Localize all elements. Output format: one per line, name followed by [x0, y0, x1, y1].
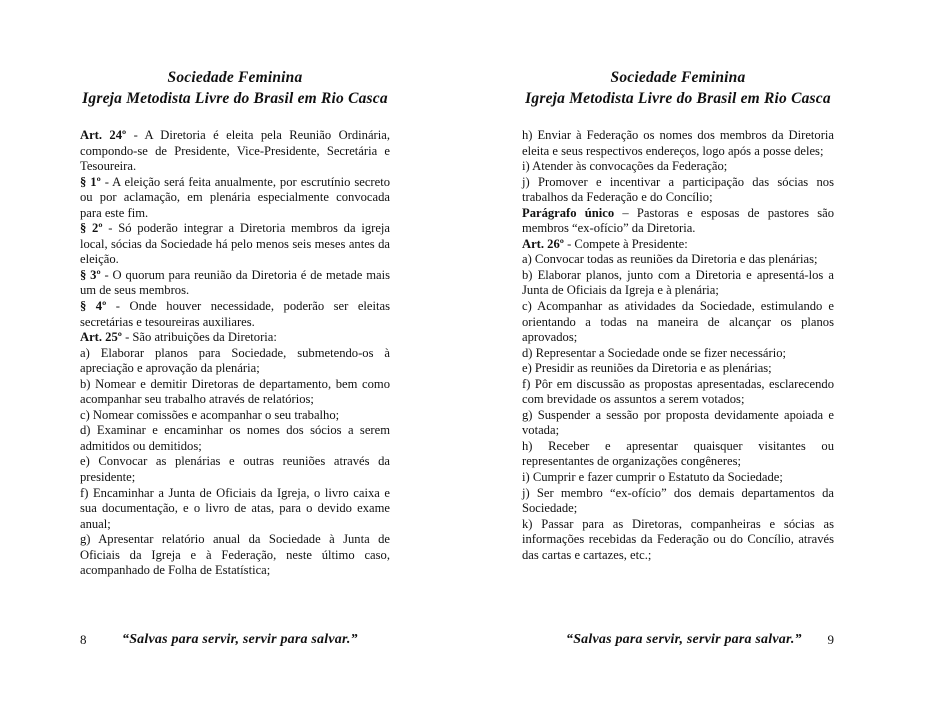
right-paragraph	[522, 299, 834, 346]
left-paragraph	[80, 299, 390, 330]
right-paragraph	[522, 346, 834, 362]
paragraph-text: f) Pôr em discussão as propostas apresentadas, esclarecendo com brevidade os assuntos a serem votados;	[522, 376, 834, 407]
paragraph-text: j) Ser membro “ex-ofício” dos demais departamentos da Sociedade;	[522, 485, 834, 516]
paragraph-text: f) Encaminhar a Junta de Oficiais da Igreja, o livro caixa e sua documentação, e o livro de atas, para o devido exame anual;	[80, 485, 390, 531]
left-paragraph	[80, 408, 390, 424]
paragraph-text: b) Nomear e demitir Diretoras de departamento, bem como acompanhar seu trabalho através de relatórios;	[80, 376, 390, 407]
right-paragraph	[522, 237, 834, 253]
paragraph-text: e) Presidir as reuniões da Diretoria e as plenárias;	[522, 361, 772, 376]
paragraph-text: b) Elaborar planos, junto com a Diretoria e apresentá-los a Junta de Oficiais da Igreja e à plenária;	[522, 267, 834, 298]
paragraph-text: - Compete à Presidente:	[563, 236, 688, 251]
paragraph-text: g) Suspender a sessão por proposta devidamente apoiada e votada;	[522, 407, 834, 438]
paragraph-text: - Onde houver necessidade, poderão ser eleitas secretárias e tesoureiras auxiliares.	[80, 299, 390, 329]
right-paragraph	[522, 486, 834, 517]
paragraph-text: - A eleição será feita anualmente, por escrutínio secreto ou por aclamação, em plenária especialmente convocada para este fim.	[80, 174, 390, 220]
right-paragraph	[522, 175, 834, 206]
left-paragraph	[80, 423, 390, 454]
paragraph-text: i) Atender às convocações da Federação;	[522, 159, 728, 174]
footer-motto-left: “Salvas para servir, servir para salvar.”	[122, 632, 358, 647]
article-label: § 3º	[80, 267, 101, 282]
paragraph-text: d) Examinar e encaminhar os nomes dos sócios a serem admitidos ou demitidos;	[80, 423, 390, 453]
left-paragraph	[80, 377, 390, 408]
left-body	[80, 128, 390, 579]
right-header-subtitle: Igreja Metodista Livre do Brasil em Rio Casca	[525, 90, 831, 107]
paragraph-text: d) Representar a Sociedade onde se fizer necessário;	[522, 345, 786, 360]
paragraph-text: – Pastoras e esposas de pastores são membros “ex-ofício” da Diretoria.	[522, 205, 834, 236]
left-paragraph	[80, 532, 390, 579]
right-page	[522, 0, 834, 728]
paragraph-text: g) Apresentar relatório anual da Sociedade à Junta de Oficiais da Igreja e à Federação, neste último caso, acompanhado de Folha de Estatística;	[80, 532, 390, 578]
right-paragraph	[522, 439, 834, 470]
left-paragraph	[80, 128, 390, 175]
right-paragraph	[522, 377, 834, 408]
left-paragraph	[80, 175, 390, 222]
right-paragraph	[522, 361, 834, 377]
article-label: Art. 24º	[80, 128, 127, 142]
paragraph-text: k) Passar para as Diretoras, companheiras e sócias as informações recebidas da Federação ou do Concílio, através das cartas e cartazes, etc.;	[522, 516, 834, 562]
right-body	[522, 128, 834, 563]
paragraph-text: h) Receber e apresentar quaisquer visitantes ou representantes de organizações congêneres;	[522, 438, 834, 469]
paragraph-text: c) Acompanhar as atividades da Sociedade, estimulando e orientando a todas na maneira de alcançar os planos aprovados;	[522, 299, 834, 345]
page-number-right: 9	[827, 632, 834, 647]
article-label: § 4º	[80, 299, 107, 314]
paragraph-text: h) Enviar à Federação os nomes dos membros da Diretoria eleita e seus respectivos endereços, logo após a posse deles;	[522, 128, 834, 158]
paragraph-text: - Só poderão integrar a Diretoria membros da igreja local, sócias da Sociedade há pelo menos seis meses antes da eleição.	[80, 221, 390, 267]
paragraph-text: j) Promover e incentivar a participação das sócias nos trabalhos da Federação e do Concílio;	[522, 174, 834, 205]
right-paragraph	[522, 268, 834, 299]
left-paragraph	[80, 346, 390, 377]
paragraph-text: - São atribuições da Diretoria:	[121, 330, 277, 345]
article-label: Art. 26º	[522, 236, 564, 251]
page-number-left: 8	[80, 632, 87, 647]
footer-motto-right: “Salvas para servir, servir para salvar.”	[566, 632, 802, 647]
article-label: § 1º	[80, 174, 101, 189]
left-footer	[80, 632, 390, 652]
right-paragraph	[522, 206, 834, 237]
article-label: § 2º	[80, 221, 103, 236]
left-page	[80, 0, 390, 728]
right-paragraph	[522, 470, 834, 486]
article-label: Art. 25º	[80, 330, 122, 345]
left-paragraph	[80, 268, 390, 299]
right-paragraph	[522, 159, 834, 175]
right-paragraph	[522, 517, 834, 564]
right-paragraph	[522, 252, 834, 268]
paragraph-text: - O quorum para reunião da Diretoria é de metade mais um de seus membros.	[80, 267, 390, 298]
right-paragraph	[522, 128, 834, 159]
paragraph-text: i) Cumprir e fazer cumprir o Estatuto da Sociedade;	[522, 470, 783, 485]
left-paragraph	[80, 330, 390, 346]
paragraph-text: - A Diretoria é eleita pela Reunião Ordinária, compondo-se de Presidente, Vice-Presidente, Secretária e Tesoureira.	[80, 128, 390, 174]
right-header-title: Sociedade Feminina	[610, 69, 746, 86]
left-header-subtitle: Igreja Metodista Livre do Brasil em Rio Casca	[82, 90, 388, 107]
article-label: Parágrafo único	[522, 205, 615, 220]
left-paragraph	[80, 486, 390, 533]
left-paragraph	[80, 221, 390, 268]
paragraph-text: c) Nomear comissões e acompanhar o seu trabalho;	[80, 407, 340, 422]
paragraph-text: e) Convocar as plenárias e outras reuniões através da presidente;	[80, 454, 390, 485]
paragraph-text: a) Convocar todas as reuniões da Diretoria e das plenárias;	[522, 252, 818, 267]
right-paragraph	[522, 408, 834, 439]
right-footer	[522, 632, 834, 652]
paragraph-text: a) Elaborar planos para Sociedade, submetendo-os à apreciação e aprovação da plenária;	[80, 345, 390, 376]
left-header-title: Sociedade Feminina	[167, 69, 303, 86]
left-paragraph	[80, 454, 390, 485]
